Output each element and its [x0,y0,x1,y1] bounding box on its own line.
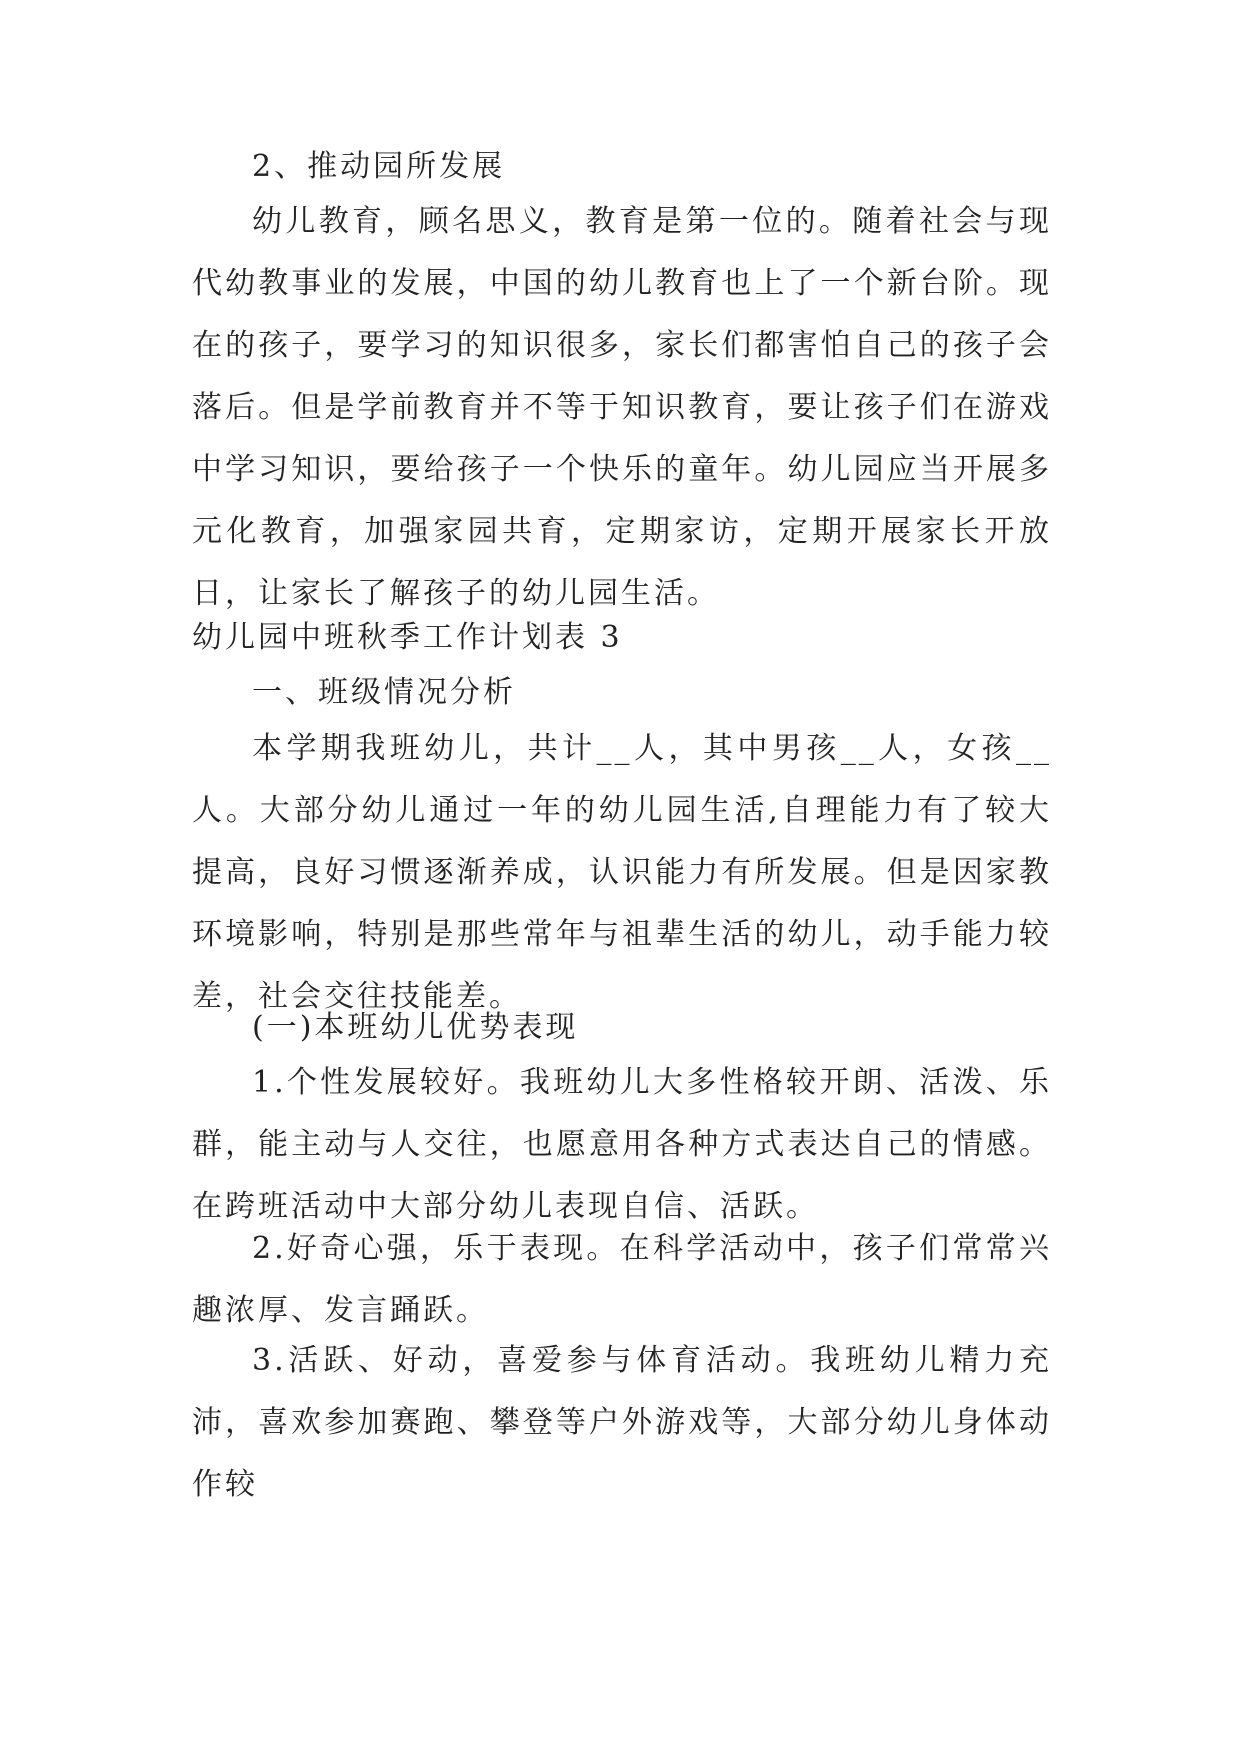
part-1-heading: 一、班级情况分析 [252,675,516,710]
part-1-paragraph: 本学期我班幼儿，共计__人，其中男孩__人，女孩__人。大部分幼儿通过一年的幼儿园生活,自理能力有了较大提高，良好习惯逐渐养成，认识能力有所发展。但是因家教环境影响，特别是那些常年与祖辈生活的幼儿，动手能力较差，社会交往技能差。 [192,731,1052,1014]
plan-title: 幼儿园中班秋季工作计划表 3 [192,620,623,655]
list-item-1: 1.个性发展较好。我班幼儿大多性格较开朗、活泼、乐群，能主动与人交往，也愿意用各种方式表达自己的情感。在跨班活动中大部分幼儿表现自信、活跃。 [192,1065,1052,1224]
section-2-paragraph: 幼儿教育，顾名思义，教育是第一位的。随着社会与现代幼教事业的发展，中国的幼儿教育也上了一个新台阶。现在的孩子，要学习的知识很多，家长们都害怕自己的孩子会落后。但是学前教育并不等于知识教育，要让孩子们在游戏中学习知识，要给孩子一个快乐的童年。幼儿园应当开展多元化教育，加强家园共育，定期家访，定期开展家长开放日，让家长了解孩子的幼儿园生活。 [192,204,1052,611]
subsection-heading: (一)本班幼儿优势表现 [252,1010,579,1045]
list-item-3: 3.活跃、好动，喜爱参与体育活动。我班幼儿精力充沛，喜欢参加赛跑、攀登等户外游戏等，大部分幼儿身体动作较 [192,1343,1052,1502]
section-2-heading: 2、推动园所发展 [252,149,506,184]
list-item-2: 2.好奇心强，乐于表现。在科学活动中，孩子们常常兴趣浓厚、发言踊跃。 [192,1231,1052,1328]
